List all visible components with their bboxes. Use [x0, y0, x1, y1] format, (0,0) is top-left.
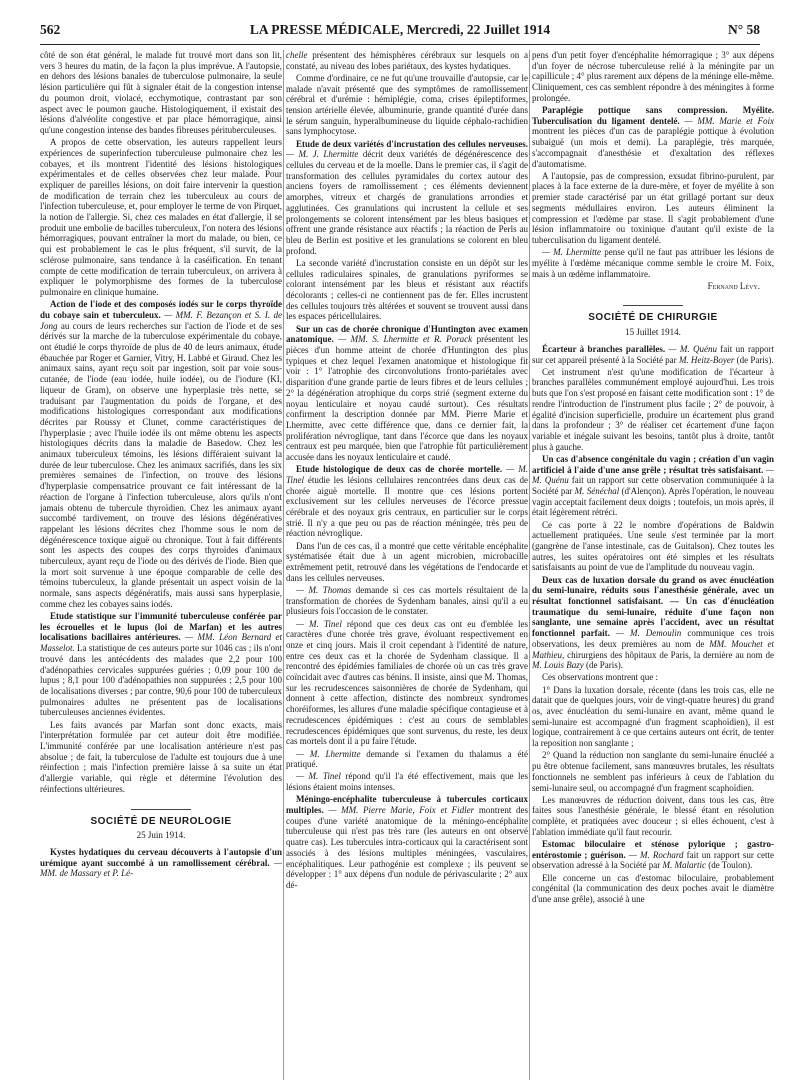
section-title: SOCIÉTÉ DE CHIRURGIE	[588, 312, 718, 324]
abstract-title: Paraplégie pottique sans compression. Myélite. Tuberculisation du ligament dentelé.	[532, 105, 774, 126]
abstract-body: présentent des hémisphères cérébraux sur lesquels on a constaté, au niveau des lobes pariétaux, des kystes hydatiques.	[286, 50, 528, 71]
abstract-authors: — M. Demoulin	[615, 628, 682, 639]
discussion	[286, 585, 528, 617]
abstract-title: Kystes hydatiques du cerveau découverts à l'autopsie d'un urémique ayant succombé à un ramollissement cérébral.	[40, 846, 282, 868]
paragraph: Elle concerne un cas d'estomac biloculaire, probablement congénital (la communication des deux poches avait le diamètre d'une anse grêle), associé à une	[532, 872, 774, 905]
abstract-authors: M. Louis Bazy	[532, 660, 584, 671]
abstract-body: (de Paris).	[583, 660, 623, 671]
paragraph: 2° Quand la réduction non sanglante du semi-lunaire énucléé a pu être obtenue facilement, sans manœuvres brutales, les résultats fonctionnels ne semblent pas inférieurs à ceux de l'ablation du semi-lunaire seul, ou accompagné d'un fragment scaphoïdien.	[532, 750, 774, 793]
abstract-authors: — MM. Pierre Marie, Foix et Fidler	[328, 805, 475, 816]
discussion	[532, 247, 774, 279]
section-date: 25 Juin 1914.	[136, 830, 186, 841]
abstract-title: Estomac biloculaire et sténose pylorique ; gastro-entérostomie ; guérison.	[532, 839, 774, 860]
abstract-title: Écarteur à branches parallèles.	[542, 343, 666, 354]
discussant: — M. Tinel	[296, 771, 341, 782]
abstract-body: fait un rapport sur cet appareil présenté à la Société par	[532, 343, 774, 365]
abstract-body: (de Paris).	[734, 354, 774, 365]
abstract-title: Méningo-encéphalite tuberculeuse à tubercules corticaux multiples.	[286, 794, 528, 816]
abstract-authors: — MM. Léon Bernard et Masselot.	[40, 632, 282, 654]
abstract-luxation	[532, 575, 774, 671]
abstract-body: montrent les pièces d'un cas de paraplégie pottique à évolution subaiguë (un mois et demi). La paraplégie, très marquée, s'accompagnait d'anesthésie et d'exaltation des réflexes d'automatisme.	[532, 126, 774, 169]
discussion-body: répond qu'il l'a été effectivement, mais que les lésions étaient moins intenses.	[286, 771, 528, 793]
page-header	[40, 22, 760, 40]
paragraph	[286, 50, 528, 71]
column-right	[532, 50, 774, 1080]
paragraph: Dans l'un de ces cas, il a montré que cette véritable encéphalite systématisée était due à un agent microbien, microbacille extrêmement petit, retrouvé dans les végétations de l'endocarde et dans les cellules nerveuses.	[286, 540, 528, 583]
discussion-body: demande si l'examen du thalamus a été pratiqué.	[286, 748, 528, 770]
paragraph: La seconde variété d'incrustation consiste en un dépôt sur les cellules radiculaires spinales, de granulations pyriformes se colorant intensément par les bleus et résistant aux réactifs décolorants ; celles-ci ne contiennent pas de fer. Elles incrustent des cellules toujours très altérées et souvent se trouvent aussi dans les espaces péricellulaires.	[286, 257, 528, 322]
discussion	[286, 749, 528, 770]
page-number: 562	[40, 22, 61, 37]
abstract-title: Etude de deux variétés d'incrustation des cellules nerveuses.	[296, 138, 528, 149]
paragraph: Les manœuvres de réduction doivent, dans tous les cas, être faites sous l'anesthésie générale, le blessé étant en résolution complète, et pratiquées avec douceur ; si elles échouent, c'est à l'ablation immédiate qu'il faut recourir.	[532, 794, 774, 837]
discussant: — M. Thomas	[296, 584, 352, 595]
abstract-authors: — MM. Marie et Foix	[684, 115, 774, 126]
abstract-title: Etude histologique de deux cas de chorée mortelle.	[296, 464, 503, 475]
paragraph: Ces observations montrent que :	[542, 672, 658, 683]
abstract-authors: — M. Rochard	[628, 849, 684, 860]
discussion-body: pense qu'il ne faut pas attribuer les lésions de myélite à l'œdème mécanique comme semble le croire M. Foix, mais à un œdème inflammatoire.	[532, 247, 774, 279]
discussion-body: demande si ces cas mortels résultaient de la transformation de chorées de Sydenham banales, ainsi qu'il a eu plusieurs fois l'occasion de le constater.	[286, 584, 528, 617]
section-rule	[623, 305, 683, 306]
paragraph: 1° Dans la luxation dorsale, récente (dans les trois cas, elle ne datait que de quelques jours, voir de vingt-quatre heures) du grand os, avec énucléation du semi-lunaire en avant, même quand le semi-lunaire est accompagné d'un fragment scaphoïdien), il est logique, contrairement à ce que certains auteurs ont écrit, de tenter la reposition non sanglante ;	[532, 684, 774, 749]
abstract-body: présentent les pièces d'un homme atteint de chorée d'Huntington des plus typiques et chez lequel l'examen anatomique et histologique fit voir : 1° l'atrophie des circonvolutions fronto-pariétales avec disparition d'une grande partie de leurs fibres et de leurs cellules ; 2° la dégénération atrophique du corps strié (segment externe du noyau lenticulaire et noyau caudé surtout). Ces résultats confirment la description donnée par MM. Pierre Marie et Lhermitte, avec cette différence que, dans ce dernier fait, la prolifération névroglique, tant dans l'écorce que dans les noyaux centraux est peu marquée, bien que l'atrophie fût particulièrement accusée dans les noyaux lenticulaire et caudé.	[286, 334, 528, 463]
discussion	[286, 771, 528, 792]
abstract-title: Deux cas de luxation dorsale du grand os avec énucléation du semi-lunaire, réduits sous l'anesthésie générale, avec un résultat fonctionnel satisfaisant. — Un cas d'énucléation traumatique du semi-lunaire, réduite d'une façon non sanglante, une semaine après l'accident, avec un résultat fonctionnel parfait.	[532, 574, 774, 639]
paragraph: Cet instrument n'est qu'une modification de l'écarteur à branches parallèles communément employé aujourd'hui. Les trois buts que l'on s'est proposé en faisant cette modification sont : 1° de rendre l'introduction de l'instrument plus facile ; 2° de pouvoir, à égalité d'incision superficielle, produire un écartement plus grand dans la profondeur ; 3° de réaliser cet écartement d'une façon variable et inégale suivant les besoins, tantôt plus à droite, tantôt plus à gauche.	[532, 366, 774, 452]
abstract-title: Sur un cas de chorée chronique d'Huntington avec examen anatomique.	[286, 323, 528, 345]
abstract-body: fait un rapport sur cette observation communiquée à la Société par	[532, 475, 774, 497]
abstract-body: , chirurgiens des hôpitaux de Paris, la dernière au nom de	[562, 649, 774, 660]
abstract-authors: M. Heitz-Boyer	[678, 354, 735, 365]
abstract-title: Etude statistique sur l'immunité tuberculeuse conférée par les écrouelles et le lupus (loi de Marfan) et les autres localisations bacillaires antérieures.	[40, 611, 282, 643]
abstract-choree-mortelle	[286, 464, 528, 539]
abstract-title: Un cas d'absence congénitale du vagin ; création d'un vagin artificiel à l'aide d'une anse grêle ; résultat très satisfaisant.	[532, 453, 774, 475]
column-left	[40, 50, 282, 1080]
abstract-ecarteur	[532, 344, 774, 365]
abstract-authors: M. Sénéchal	[574, 486, 620, 497]
paragraph: A l'autopsie, pas de compression, exsudat fibrino-purulent, par places à la face externe de la dure-mère, et foyer de myélite à son premier stade caractérisé par un état grillagé portant sur deux segments médullaires environ. Les auteurs éliminent la compression et l'œdème par stase. Il s'agit probablement d'une lésion inflammatoire ou toxinique d'autant qu'il existe de la tuberculisation du ligament dentelé.	[532, 170, 774, 245]
discussion	[286, 619, 528, 747]
section-date: 15 Juillet 1914.	[625, 327, 681, 338]
abstract-authors: — M. Quénu	[668, 343, 717, 354]
abstract-body: étudie les lésions cellulaires rencontrées dans deux cas de chorée aiguë mortelle. Il montre que ces lésions portent exclusivement sur les cellules nerveuses de l'écorce pressue cérébrale et des noyaux gris centraux, en particulier sur le corps strié. Il n'y a que peu ou pas de réaction méningée, très peu de réaction névroglique.	[286, 474, 528, 539]
column-divider	[283, 50, 284, 1080]
paragraph: côté de son état général, le malade fut trouvé mort dans son lit, vers 3 heures du matin, de la façon la plus imprévue. A l'autopsie, en dehors des lésions banales de tuberculose pulmonaire, la seule lésion particulière qui fût à signaler était de la congestion intense du poumon droit, violacé, ecchymotique, contrastant par son aspect avec le poumon gauche. Histologiquement, il existait des lésions d'alvéolite congestive et par place hémorragique, ainsi qu'une congestion intense des bandes fibreuses pérituberculeuses.	[40, 50, 282, 135]
abstract-body: (de Toulon).	[705, 860, 753, 871]
abstract-authors: chelle	[286, 50, 308, 60]
paragraph: pens d'un petit foyer d'encéphalite hémorragique ; 3° aux dépens d'un foyer de nécrose tuberculeuse relié à la méningite par un capillicule ; 4° plus rarement aux dépens de la méninge elle-même. Cliniquement, ces cas semblent répondre à des méningites à forme prolongée.	[532, 50, 774, 103]
abstract-iode-thyroide	[40, 299, 282, 609]
section-heading-neurologie	[40, 809, 282, 841]
abstract-estomac	[532, 839, 774, 871]
abstract-vagin	[532, 454, 774, 518]
abstract-authors: MM. Mouchet et Mathieu	[532, 638, 774, 660]
abstract-title: Action de l'iode et des composés iodés sur le corps thyroïde du cobaye sain et tuberculeux.	[40, 299, 282, 320]
discussant: — M. Tinel	[296, 618, 342, 629]
abstract-paraplegie	[532, 105, 774, 169]
abstract-kystes	[40, 847, 282, 879]
header-rule	[40, 44, 760, 45]
abstract-authors: — M. Tinel	[286, 464, 528, 485]
paragraph: Ce cas porte à 22 le nombre d'opérations de Baldwin actuellement pratiquées. Une seule s'est terminée par la mort (gangrène de l'anse intestinale, cas de Guitalson). Chez toutes les autres, les suites opératoires ont été simples et les résultats satisfaisants au point de vue de l'amplitude du nouveau vagin.	[532, 519, 774, 573]
discussant: — M. Lhermitte	[542, 247, 602, 258]
paragraph: Comme d'ordinaire, ce ne fut qu'une trouvaille d'autopsie, car le malade n'avait présenté que des symptômes de ramollissement cérébral et d'urémie : hémiplégie, coma, crises épileptiformes, tension artérielle élevée, albuminurie, grande quantité d'urée dans le sérum sanguin, hyperalbumineuse du liquide céphalo-rachidien sans lymphocytose.	[286, 72, 528, 137]
abstract-immunite	[40, 611, 282, 718]
abstract-authors: — M. Quénu	[532, 464, 774, 486]
issue-number: N° 58	[727, 22, 760, 37]
abstract-body: (d'Alençon). Après l'opération, le nouveau vagin acceptait facilement deux doigts ; toutefois, un mois après, il était légèrement rétréci.	[532, 486, 774, 518]
abstract-meningo-encephalite	[286, 794, 528, 890]
abstract-authors: — MM. S. Lhermitte et R. Porack	[338, 334, 473, 345]
paragraph: Les faits avancés par Marfan sont donc exacts, mais l'interprétation formulée par cet auteur doit être modifiée. L'immunité conférée par une localisation antérieure n'est pas absolue ; de fait, la tuberculose de l'adulte est toujours due à une réinfection ; mais l'infection première laisse à sa suite un état d'allergie variable, qui règle et détermine l'évolution des réinfections ultérieures.	[40, 719, 282, 794]
discussant: — M. Lhermitte	[296, 748, 361, 759]
abstract-authors: — MM. de Massary et P. Lé-	[40, 857, 282, 879]
section-rule	[131, 809, 191, 810]
abstract-body: communique ces trois observations, les deux premières au nom de	[532, 628, 774, 649]
abstract-authors: — M. J. Lhermitte	[286, 149, 359, 160]
abstract-huntington	[286, 324, 528, 463]
column-middle	[286, 50, 528, 1080]
paragraph: A propos de cette observation, les auteurs rappellent leurs expériences de superinfection tuberculeuse pulmonaire chez les cobayes, et ils montrent l'identité des lésions histologiques expérimentales et de celles observées chez leur malade. Pour expliquer de pareilles lésions, on doit faire intervenir la question de modification de terrain chez les tuberculeux au cours de l'infection tuberculeuse, et, pour employer le terme de von Pirquet, la notion de l'allergie. Si, chez ces malades en état d'allergie, il se produit une embolie de bacilles tuberculeux, l'on notera des lésions hémorragiques, pouvant entraîner la mort du malade, ou bien, ce qui est probablement le cas le plus fréquent, s'il survit, de la sclérose pulmonaire, sans tendance à la caséification. En tenant compte de cette modification de terrain tuberculeux, on arrivera à expliquer le polymorphisme des formes de la tuberculose pulmonaire en clinique humaine.	[40, 137, 282, 297]
abstract-incrustation	[286, 139, 528, 257]
abstract-body: au cours de leurs recherches sur l'action de l'iode et de ses dérivés sur la marche de la tuberculose expérimentale du cobaye, ont étudié le corps thyroïde de plus de 40 de leurs animaux, étude ébauchée par Roger et Garnier, Vitry, H. Labbé et Giraud. Chez les animaux sains, ayant reçu soit par ingestion, soit par voie sous-cutanée, de l'iode (eau iodée, huile iodée), ou de l'iodure (KI, liqueur de Gram), on observe une hyperplasie très nette, se traduisant par l'augmentation du poids de l'organe, et des modifications histologiques correspondant aux modifications décrites par Roussy et Clunet, comme caractéristiques de l'hyperplasie ; avec l'huile iodée ils ont même obtenu les aspects histologiques décrits dans la maladie de Basedow. Chez les animaux tuberculeux témoins, les lésions différaient suivant la durée de leur tuberculose. Chez les animaux sacrifiés, dans les six premières semaines de l'infection, on trouve des lésions d'hyperplasie compensatrice prouvant ce fait intéressant de la réaction de l'organe à l'infection tuberculeuse, alors qu'ils n'ont jamais obtenu de tubercule thyroïdien. Chez les animaux ayant succombé tardivement, on trouve des lésions dégénératives rappelant les lésions décrites chez l'homme sous le nom de dégénérescence toxique aiguë ou chronique. Tout à fait différents sont les aspects des coupes des corps thyroïdes d'animaux tuberculeux, ayant reçu de l'iode ou des dérivés de l'iode. Bien que la mort soit survenue à une époque comparable de celle des témoins tuberculeux, la glande présentait un aspect voisin de la normale, sans aspects dégénératifs, mais aussi sans hyperplasie, comme chez les cobayes sains iodés.	[40, 320, 282, 609]
discussion-body: répond que ces deux cas ont eu d'emblée les caractères d'une chorée très grave, évoluant respectivement en onze et cinq jours. Mais il croit cependant à l'identité de nature, entre ces deux cas et la chorée de Sydenham classique. Il a rencontré des épidémies familiales de chorée où un cas très grave coïncidait avec d'autres cas bénins. Il insiste, ainsi que M. Thomas, sur les recrudescences saisonnières de chorée de Sydenham, qui donnent à cette affection, distincte des nombreux syndromes choréiformes, les allures d'une maladie spécifique contagieuse et à recrudescences épidémiques : c'est au cours de semblables recrudescences épidémiques que sont survenus, du reste, les deux cas mortels dont il a pu faire l'étude.	[286, 618, 528, 747]
section-title: SOCIÉTÉ DE NEUROLOGIE	[90, 815, 232, 827]
abstract-body: décrit deux variétés de dégénérescence des cellules du cerveau et de la moelle. Dans le premier cas, il s'agit de transformation des cellules pyramidales du cortex autour des anciens foyers de ramollissement ; ces éléments deviennent amorphes, vitreux et chargés de granulations arrondies et agglutinées. Ces granulations qui incrustent la cellule et ses prolongements se colorent intensément par les bleus basiques et offrent une grande résistance aux réactifs ; la réaction de Perls au bleu de Berlin est positive et les granulations se colorent en bleu profond.	[286, 149, 528, 256]
abstract-body: montrent des coupes d'une variété anatomique de la méningo-encéphalite tuberculeuse qui n'est pas très rare (les auteurs en ont observé quatre cas). Les tubercules intra-corticaux qui la caractérisent sont associés à des lésions multiples méningées, vasculaires, encéphalitiques. Leur pathogénie est complexe ; ils peuvent se développer : 1° aux dépens d'un nodule de périvascularite ; 2° aux dé-	[286, 805, 528, 890]
signature: Fernand Lévy.	[707, 280, 760, 291]
abstract-authors: M. Malartic	[662, 860, 706, 871]
journal-title: LA PRESSE MÉDICALE, Mercredi, 22 Juillet 1914	[249, 22, 551, 37]
column-divider	[529, 50, 530, 1080]
abstract-body: La statistique de ces auteurs porte sur 1046 cas ; ils n'ont trouvé dans les antécédents des malades que 2,2 pour 100 d'adénopathies cervicales suppurées guéries ; 0,09 pour 100 de lupus ; 8,1 pour 100 d'adénopathies non suppurées ; 2,5 pour 100 de localisations diverses ; par contre, 90,6 pour 100 de tuberculeux pulmonaires adultes ne présentent pas de localisations tuberculeuses anciennes évidentes.	[40, 643, 282, 718]
abstract-authors: — MM. F. Bezançon et S. I. de Jong	[40, 309, 282, 331]
section-heading-chirurgie	[532, 305, 774, 337]
abstract-body: fait un rapport sur cette observation adressé à la Société par	[532, 849, 774, 871]
